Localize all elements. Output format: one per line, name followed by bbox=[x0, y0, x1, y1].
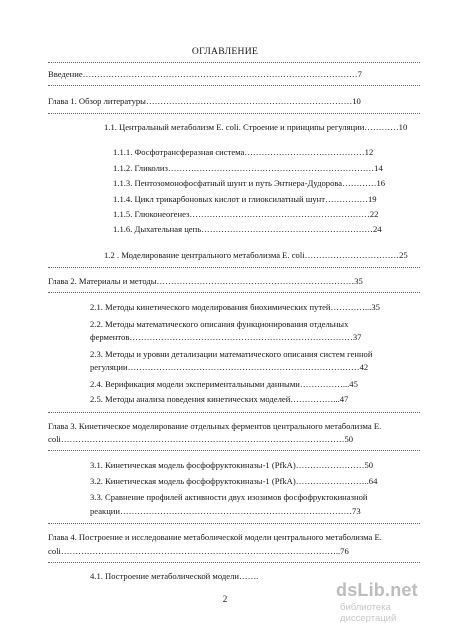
toc-entry-3-3[interactable]: 3.3. Сравнение профилей активности двух изозимов фосфофруктокиназной bbox=[90, 492, 368, 502]
toc-title: ОГЛАВЛЕНИЕ bbox=[191, 46, 259, 57]
toc-entry-chapter-3[interactable]: Глава 3. Кинетическое моделирование отдельных ферментов центрального метаболизма E. bbox=[48, 421, 382, 431]
toc-entry-2-3-cont[interactable]: регуляции………………………………………………………………………42 bbox=[90, 362, 369, 372]
watermark-logo bbox=[336, 580, 448, 624]
toc-entry-4-1[interactable]: 4.1. Построение метаболической модели……. bbox=[90, 571, 259, 581]
toc-entry-1-1-6[interactable]: 1.1.6. Дыхательная цепь……………………………………………………24 bbox=[113, 224, 382, 234]
toc-entry-3-3-cont[interactable]: реакции………………………………………………………………………73 bbox=[90, 506, 361, 516]
toc-entry-chapter-1[interactable]: Глава 1. Обзор литературы………………………………………………………………10 bbox=[48, 96, 361, 106]
toc-entry-2-4[interactable]: 2.4. Верификация модели экспериментальными данными……………...45 bbox=[90, 379, 358, 389]
divider-dotted bbox=[48, 450, 420, 451]
toc-entry-chapter-2[interactable]: Глава 2. Материалы и методы……………………………………………………………35 bbox=[48, 276, 363, 286]
toc-entry-1-1-5[interactable]: 1.1.5. Глюконеогенез………………………………………………………22 bbox=[113, 209, 379, 219]
toc-entry-1-1[interactable]: 1.1. Центральный метаболизм E. coli. Строение и принципы регуляции…………10 bbox=[104, 122, 408, 132]
watermark-tagline: библиотека диссертаций bbox=[340, 602, 397, 624]
divider-dotted bbox=[48, 113, 420, 114]
toc-entry-2-5[interactable]: 2.5. Методы анализа поведения кинетических моделей……………...47 bbox=[90, 394, 349, 404]
toc-entry-introduction[interactable]: Введение……………………………………………………………………………………7 bbox=[48, 69, 362, 79]
divider-dotted bbox=[48, 62, 420, 63]
toc-entry-2-1[interactable]: 2.1. Методы кинетического моделирования биохимических путей…………...35 bbox=[90, 302, 380, 312]
toc-entry-3-1[interactable]: 3.1. Кинетическая модель фосфофруктокиназы-1 (PfkA)……………………50 bbox=[90, 460, 374, 470]
divider-dotted bbox=[48, 562, 420, 563]
divider-dotted bbox=[48, 292, 420, 293]
toc-entry-2-3[interactable]: 2.3. Методы и уровни детализации математического описания систем генной bbox=[90, 349, 373, 359]
toc-entry-1-1-1[interactable]: 1.1.1. Фосфотрансферазная система……………………………………12 bbox=[113, 147, 374, 157]
toc-entry-1-1-3[interactable]: 1.1.3. Пентозомонофосфатный шунт и путь Энтнера-Дудорова…………16 bbox=[113, 178, 386, 188]
watermark-brand: dsLib bbox=[336, 580, 385, 600]
toc-entry-chapter-4[interactable]: Глава 4. Построение и исследование метаболической модели центрального метаболизма E. bbox=[48, 532, 382, 542]
divider-dotted bbox=[48, 85, 420, 86]
toc-entry-2-2-cont[interactable]: ферментов……………………………………………………………………37 bbox=[90, 332, 362, 342]
toc-entry-2-2[interactable]: 2.2. Методы математического описания функционирования отдельных bbox=[90, 319, 349, 329]
divider-dotted bbox=[48, 523, 420, 524]
toc-entry-1-1-2[interactable]: 1.1.2. Гликолиз………………………………………………………………14 bbox=[113, 163, 383, 173]
divider-dotted bbox=[48, 412, 420, 413]
watermark-domain: .net bbox=[385, 580, 418, 600]
toc-entry-chapter-4-cont[interactable]: coli……………………………………………………………………………………..76 bbox=[48, 546, 349, 556]
toc-entry-3-2[interactable]: 3.2. Кинетическая модель фосфофруктокиназы-1 (PfkA)……………………..64 bbox=[90, 476, 378, 486]
divider-dotted bbox=[48, 267, 420, 268]
toc-entry-chapter-3-cont[interactable]: coli………………………………………………………………………………………50 bbox=[48, 434, 354, 444]
page-number: 2 bbox=[222, 594, 228, 604]
toc-entry-1-1-4[interactable]: 1.1.4. Цикл трикарбоновых кислот и глиоксилатный шунт……………19 bbox=[113, 194, 377, 204]
toc-entry-1-2[interactable]: 1.2 . Моделирование центрального метаболизма E. coli……………………………25 bbox=[104, 250, 408, 260]
